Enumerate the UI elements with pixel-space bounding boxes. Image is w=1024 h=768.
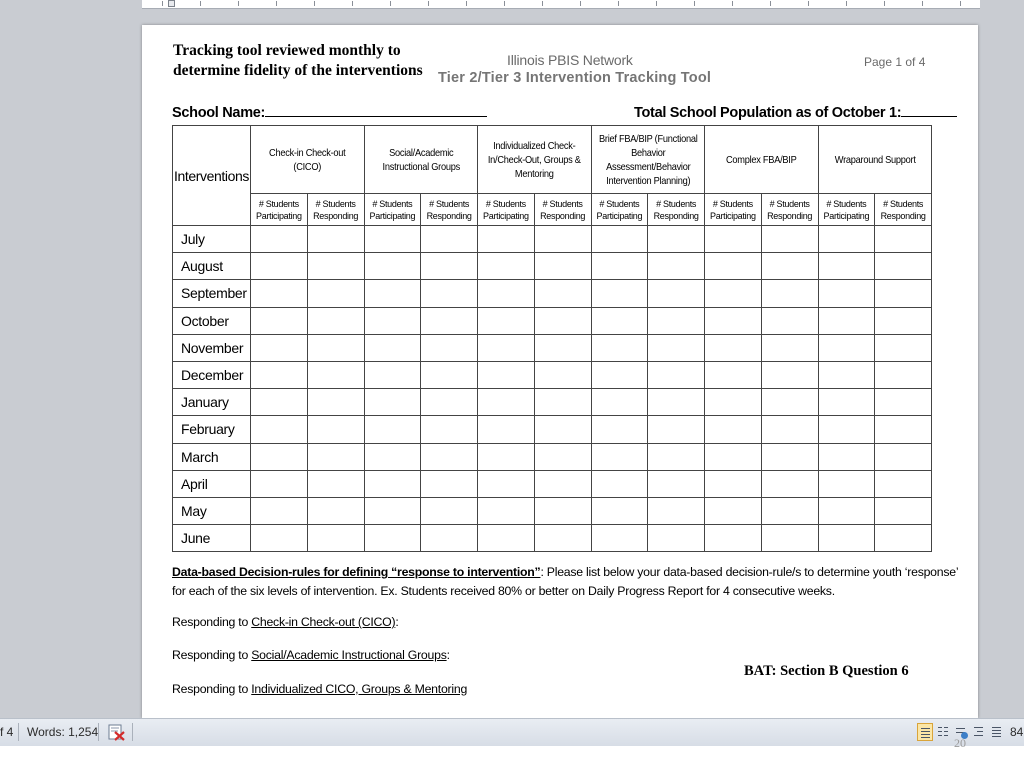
table-cell[interactable] bbox=[875, 497, 932, 524]
network-title: Illinois PBIS Network bbox=[507, 52, 633, 68]
students-participating-header: # Students Participating bbox=[478, 194, 535, 226]
table-row bbox=[173, 361, 932, 388]
month-label: November bbox=[173, 334, 251, 361]
table-cell[interactable] bbox=[251, 443, 308, 470]
table-cell[interactable] bbox=[478, 416, 535, 443]
zoom-level[interactable]: 84 bbox=[1010, 725, 1024, 739]
table-cell[interactable] bbox=[818, 280, 875, 307]
table-cell[interactable] bbox=[591, 226, 648, 253]
students-participating-header: # Students Participating bbox=[251, 194, 308, 226]
group-header: Individualized Check-In/Check-Out, Groups & Mentoring bbox=[478, 126, 592, 194]
tool-title: Tier 2/Tier 3 Intervention Tracking Tool bbox=[438, 70, 712, 86]
responding-item: Check-in Check-out (CICO) bbox=[251, 615, 396, 629]
table-cell[interactable] bbox=[421, 525, 478, 552]
horizontal-ruler[interactable] bbox=[142, 0, 980, 9]
responding-item: Social/Academic Instructional Groups bbox=[251, 648, 447, 662]
responding-line: Responding to Social/Academic Instructional Groups: bbox=[172, 648, 450, 662]
outline-icon[interactable] bbox=[971, 723, 987, 741]
table-cell[interactable] bbox=[364, 307, 421, 334]
table-cell[interactable] bbox=[364, 361, 421, 388]
table-cell[interactable] bbox=[761, 470, 818, 497]
table-cell[interactable] bbox=[705, 470, 762, 497]
table-cell[interactable] bbox=[534, 443, 591, 470]
table-cell[interactable] bbox=[875, 307, 932, 334]
table-cell[interactable] bbox=[705, 280, 762, 307]
month-label: April bbox=[173, 470, 251, 497]
table-cell[interactable] bbox=[478, 443, 535, 470]
table-cell[interactable] bbox=[875, 280, 932, 307]
table-cell[interactable] bbox=[705, 334, 762, 361]
page-label: Page 1 of 4 bbox=[864, 55, 926, 69]
table-cell[interactable] bbox=[478, 334, 535, 361]
school-name-line bbox=[172, 101, 487, 121]
table-cell[interactable] bbox=[648, 361, 705, 388]
students-responding-header: # Students Responding bbox=[534, 194, 591, 226]
table-cell[interactable] bbox=[534, 470, 591, 497]
table-cell[interactable] bbox=[705, 389, 762, 416]
table-cell[interactable] bbox=[591, 253, 648, 280]
ruler-indent-marker[interactable] bbox=[168, 0, 175, 7]
table-cell[interactable] bbox=[307, 334, 364, 361]
table-cell[interactable] bbox=[478, 470, 535, 497]
group-header: Check-in Check-out (CICO) bbox=[251, 126, 365, 194]
students-responding-header: # Students Responding bbox=[875, 194, 932, 226]
ruler-tick bbox=[390, 1, 391, 6]
table-cell[interactable] bbox=[818, 389, 875, 416]
population-line bbox=[634, 101, 957, 121]
table-cell[interactable] bbox=[421, 443, 478, 470]
table-cell[interactable] bbox=[251, 253, 308, 280]
students-responding-header: # Students Responding bbox=[421, 194, 478, 226]
ruler-tick bbox=[466, 1, 467, 6]
ruler-tick bbox=[732, 1, 733, 6]
status-divider bbox=[18, 723, 19, 741]
table-cell[interactable] bbox=[478, 389, 535, 416]
table-cell[interactable] bbox=[478, 280, 535, 307]
table-cell[interactable] bbox=[875, 226, 932, 253]
table-cell[interactable] bbox=[364, 389, 421, 416]
ruler-tick bbox=[884, 1, 885, 6]
table-cell[interactable] bbox=[761, 361, 818, 388]
table-cell[interactable] bbox=[307, 389, 364, 416]
table-cell[interactable] bbox=[591, 470, 648, 497]
ruler-tick bbox=[200, 1, 201, 6]
table-cell[interactable] bbox=[648, 443, 705, 470]
table-cell[interactable] bbox=[251, 307, 308, 334]
table-cell[interactable] bbox=[534, 334, 591, 361]
ruler-tick bbox=[580, 1, 581, 6]
table-cell[interactable] bbox=[251, 389, 308, 416]
table-cell[interactable] bbox=[705, 361, 762, 388]
table-cell[interactable] bbox=[364, 443, 421, 470]
responding-line: Responding to Check-in Check-out (CICO): bbox=[172, 615, 399, 629]
responding-item: Individualized CICO, Groups & Mentoring bbox=[251, 682, 468, 696]
ruler-tick bbox=[428, 1, 429, 6]
table-cell[interactable] bbox=[478, 307, 535, 334]
table-cell[interactable] bbox=[818, 497, 875, 524]
table-cell[interactable] bbox=[478, 361, 535, 388]
ruler-tick bbox=[960, 1, 961, 6]
ruler-tick bbox=[922, 1, 923, 6]
table-row bbox=[173, 416, 932, 443]
month-label: August bbox=[173, 253, 251, 280]
slide-bottom-band bbox=[0, 746, 1024, 768]
table-cell[interactable] bbox=[818, 525, 875, 552]
table-cell[interactable] bbox=[875, 443, 932, 470]
table-cell[interactable] bbox=[421, 334, 478, 361]
month-label: February bbox=[173, 416, 251, 443]
table-cell[interactable] bbox=[591, 307, 648, 334]
table-cell[interactable] bbox=[761, 497, 818, 524]
table-cell[interactable] bbox=[705, 226, 762, 253]
table-row bbox=[173, 497, 932, 524]
school-name-blank[interactable] bbox=[265, 101, 487, 117]
print-layout-icon[interactable] bbox=[917, 723, 933, 741]
table-cell[interactable] bbox=[818, 307, 875, 334]
table-row bbox=[173, 443, 932, 470]
group-header: Complex FBA/BIP bbox=[705, 126, 819, 194]
table-cell[interactable] bbox=[761, 525, 818, 552]
table-cell[interactable] bbox=[591, 334, 648, 361]
table-cell[interactable] bbox=[421, 226, 478, 253]
ruler-tick bbox=[276, 1, 277, 6]
table-cell[interactable] bbox=[818, 416, 875, 443]
table-cell[interactable] bbox=[648, 307, 705, 334]
table-cell[interactable] bbox=[818, 361, 875, 388]
table-cell[interactable] bbox=[478, 253, 535, 280]
month-label: December bbox=[173, 361, 251, 388]
table-cell[interactable] bbox=[364, 253, 421, 280]
table-cell[interactable] bbox=[534, 389, 591, 416]
table-cell[interactable] bbox=[761, 307, 818, 334]
ruler-tick bbox=[656, 1, 657, 6]
status-word-count[interactable]: Words: 1,254 bbox=[27, 725, 99, 739]
month-label: October bbox=[173, 307, 251, 334]
table-cell[interactable] bbox=[364, 525, 421, 552]
table-row bbox=[173, 334, 932, 361]
interventions-header: Interventions bbox=[173, 126, 251, 226]
table-cell[interactable] bbox=[534, 525, 591, 552]
ruler-tick bbox=[770, 1, 771, 6]
table-cell[interactable] bbox=[421, 416, 478, 443]
table-row bbox=[173, 525, 932, 552]
table-cell[interactable] bbox=[364, 470, 421, 497]
table-cell[interactable] bbox=[421, 361, 478, 388]
table-cell[interactable] bbox=[875, 361, 932, 388]
table-cell[interactable] bbox=[307, 226, 364, 253]
table-cell[interactable] bbox=[875, 525, 932, 552]
table-cell[interactable] bbox=[818, 253, 875, 280]
table-cell[interactable] bbox=[648, 470, 705, 497]
table-row bbox=[173, 307, 932, 334]
table-cell[interactable] bbox=[761, 253, 818, 280]
status-divider bbox=[132, 723, 133, 741]
table-cell[interactable] bbox=[875, 253, 932, 280]
table-cell[interactable] bbox=[307, 253, 364, 280]
students-responding-header: # Students Responding bbox=[307, 194, 364, 226]
table-cell[interactable] bbox=[307, 443, 364, 470]
school-name-label: School Name: bbox=[172, 105, 266, 121]
group-header: Social/Academic Instructional Groups bbox=[364, 126, 478, 194]
table-row bbox=[173, 280, 932, 307]
subheader-row bbox=[173, 194, 932, 226]
table-cell[interactable] bbox=[307, 416, 364, 443]
table-cell[interactable] bbox=[761, 416, 818, 443]
table-cell[interactable] bbox=[421, 470, 478, 497]
table-cell[interactable] bbox=[307, 525, 364, 552]
table-cell[interactable] bbox=[307, 497, 364, 524]
table-cell[interactable] bbox=[251, 497, 308, 524]
table-cell[interactable] bbox=[875, 470, 932, 497]
table-cell[interactable] bbox=[421, 253, 478, 280]
table-cell[interactable] bbox=[364, 497, 421, 524]
month-label: July bbox=[173, 226, 251, 253]
table-cell[interactable] bbox=[591, 361, 648, 388]
table-cell[interactable] bbox=[478, 525, 535, 552]
table-cell[interactable] bbox=[364, 280, 421, 307]
table-cell[interactable] bbox=[705, 443, 762, 470]
table-cell[interactable] bbox=[421, 389, 478, 416]
table-cell[interactable] bbox=[534, 307, 591, 334]
table-cell[interactable] bbox=[761, 334, 818, 361]
table-row bbox=[173, 389, 932, 416]
table-cell[interactable] bbox=[875, 416, 932, 443]
month-rows bbox=[173, 226, 932, 552]
students-participating-header: # Students Participating bbox=[591, 194, 648, 226]
status-bar bbox=[0, 718, 1024, 746]
document-page[interactable] bbox=[142, 25, 978, 718]
table-cell[interactable] bbox=[251, 470, 308, 497]
population-blank[interactable] bbox=[901, 101, 957, 117]
table-cell[interactable] bbox=[648, 497, 705, 524]
ruler-tick bbox=[314, 1, 315, 6]
table-cell[interactable] bbox=[251, 525, 308, 552]
table-cell[interactable] bbox=[761, 226, 818, 253]
students-participating-header: # Students Participating bbox=[818, 194, 875, 226]
ruler-tick bbox=[238, 1, 239, 6]
table-cell[interactable] bbox=[761, 280, 818, 307]
table-cell[interactable] bbox=[648, 253, 705, 280]
decision-rules-text bbox=[172, 563, 962, 601]
bat-note: BAT: Section B Question 6 bbox=[744, 663, 909, 679]
full-screen-reading-icon[interactable] bbox=[935, 723, 951, 741]
ruler-tick bbox=[504, 1, 505, 6]
table-cell[interactable] bbox=[648, 525, 705, 552]
status-divider bbox=[98, 723, 99, 741]
month-label: March bbox=[173, 443, 251, 470]
students-responding-header: # Students Responding bbox=[761, 194, 818, 226]
ruler-tick bbox=[618, 1, 619, 6]
table-cell[interactable] bbox=[534, 416, 591, 443]
table-cell[interactable] bbox=[478, 226, 535, 253]
month-label: September bbox=[173, 280, 251, 307]
students-responding-header: # Students Responding bbox=[648, 194, 705, 226]
table-cell[interactable] bbox=[251, 416, 308, 443]
table-cell[interactable] bbox=[705, 416, 762, 443]
table-cell[interactable] bbox=[307, 470, 364, 497]
decision-rules-body: : Please list below your data-based decision-rule/s to determine youth ‘response’ for each of the six levels of intervention. Ex. Students received 80% or better on Daily Progress Report for 4 consecutive weeks. bbox=[172, 565, 958, 598]
table-cell[interactable] bbox=[648, 416, 705, 443]
ruler-tick bbox=[352, 1, 353, 6]
table-cell[interactable] bbox=[648, 280, 705, 307]
ruler-tick bbox=[808, 1, 809, 6]
table-cell[interactable] bbox=[818, 470, 875, 497]
table-cell[interactable] bbox=[648, 226, 705, 253]
table-cell[interactable] bbox=[421, 280, 478, 307]
table-cell[interactable] bbox=[591, 443, 648, 470]
table-cell[interactable] bbox=[591, 280, 648, 307]
table-row bbox=[173, 470, 932, 497]
table-cell[interactable] bbox=[818, 226, 875, 253]
table-cell[interactable] bbox=[307, 280, 364, 307]
table-cell[interactable] bbox=[705, 253, 762, 280]
table-cell[interactable] bbox=[818, 443, 875, 470]
table-cell[interactable] bbox=[364, 334, 421, 361]
table-cell[interactable] bbox=[307, 361, 364, 388]
table-cell[interactable] bbox=[478, 497, 535, 524]
table-cell[interactable] bbox=[251, 361, 308, 388]
table-cell[interactable] bbox=[875, 334, 932, 361]
table-cell[interactable] bbox=[534, 226, 591, 253]
responding-line: Responding to Individualized CICO, Groups & Mentoring bbox=[172, 682, 468, 696]
table-cell[interactable] bbox=[818, 334, 875, 361]
population-label: Total School Population as of October 1: bbox=[634, 105, 902, 121]
month-label: May bbox=[173, 497, 251, 524]
table-cell[interactable] bbox=[591, 497, 648, 524]
table-cell[interactable] bbox=[591, 525, 648, 552]
table-cell[interactable] bbox=[534, 280, 591, 307]
table-cell[interactable] bbox=[875, 389, 932, 416]
table-cell[interactable] bbox=[534, 361, 591, 388]
draft-icon[interactable] bbox=[989, 723, 1005, 741]
ruler-tick bbox=[846, 1, 847, 6]
ruler-tick bbox=[694, 1, 695, 6]
table-cell[interactable] bbox=[251, 280, 308, 307]
table-row bbox=[173, 253, 932, 280]
table-cell[interactable] bbox=[534, 497, 591, 524]
slide-number: 20 bbox=[954, 736, 966, 750]
intervention-tracking-table bbox=[172, 125, 932, 552]
table-cell[interactable] bbox=[251, 226, 308, 253]
table-cell[interactable] bbox=[705, 525, 762, 552]
table-cell[interactable] bbox=[591, 389, 648, 416]
proofing-errors-icon[interactable] bbox=[106, 722, 126, 742]
ruler-tick bbox=[162, 1, 163, 6]
table-cell[interactable] bbox=[761, 389, 818, 416]
table-cell[interactable] bbox=[421, 497, 478, 524]
table-cell[interactable] bbox=[648, 389, 705, 416]
table-cell[interactable] bbox=[705, 497, 762, 524]
students-participating-header: # Students Participating bbox=[364, 194, 421, 226]
table-cell[interactable] bbox=[591, 416, 648, 443]
month-label: June bbox=[173, 525, 251, 552]
table-cell[interactable] bbox=[761, 443, 818, 470]
table-cell[interactable] bbox=[421, 307, 478, 334]
group-header: Wraparound Support bbox=[818, 126, 932, 194]
table-row bbox=[173, 226, 932, 253]
table-cell[interactable] bbox=[705, 307, 762, 334]
table-cell[interactable] bbox=[648, 334, 705, 361]
annotation-text: Tracking tool reviewed monthly to determine fidelity of the interventions bbox=[173, 42, 423, 79]
table-cell[interactable] bbox=[364, 416, 421, 443]
students-participating-header: # Students Participating bbox=[705, 194, 762, 226]
group-header: Brief FBA/BIP (Functional Behavior Assessment/Behavior Intervention Planning) bbox=[591, 126, 705, 194]
table-cell[interactable] bbox=[251, 334, 308, 361]
status-page-count[interactable]: f 4 bbox=[0, 725, 14, 739]
table-cell[interactable] bbox=[364, 226, 421, 253]
table-cell[interactable] bbox=[534, 253, 591, 280]
table-cell[interactable] bbox=[307, 307, 364, 334]
month-label: January bbox=[173, 389, 251, 416]
ruler-tick bbox=[542, 1, 543, 6]
decision-rules-heading: Data-based Decision-rules for defining “response to intervention” bbox=[172, 565, 541, 579]
